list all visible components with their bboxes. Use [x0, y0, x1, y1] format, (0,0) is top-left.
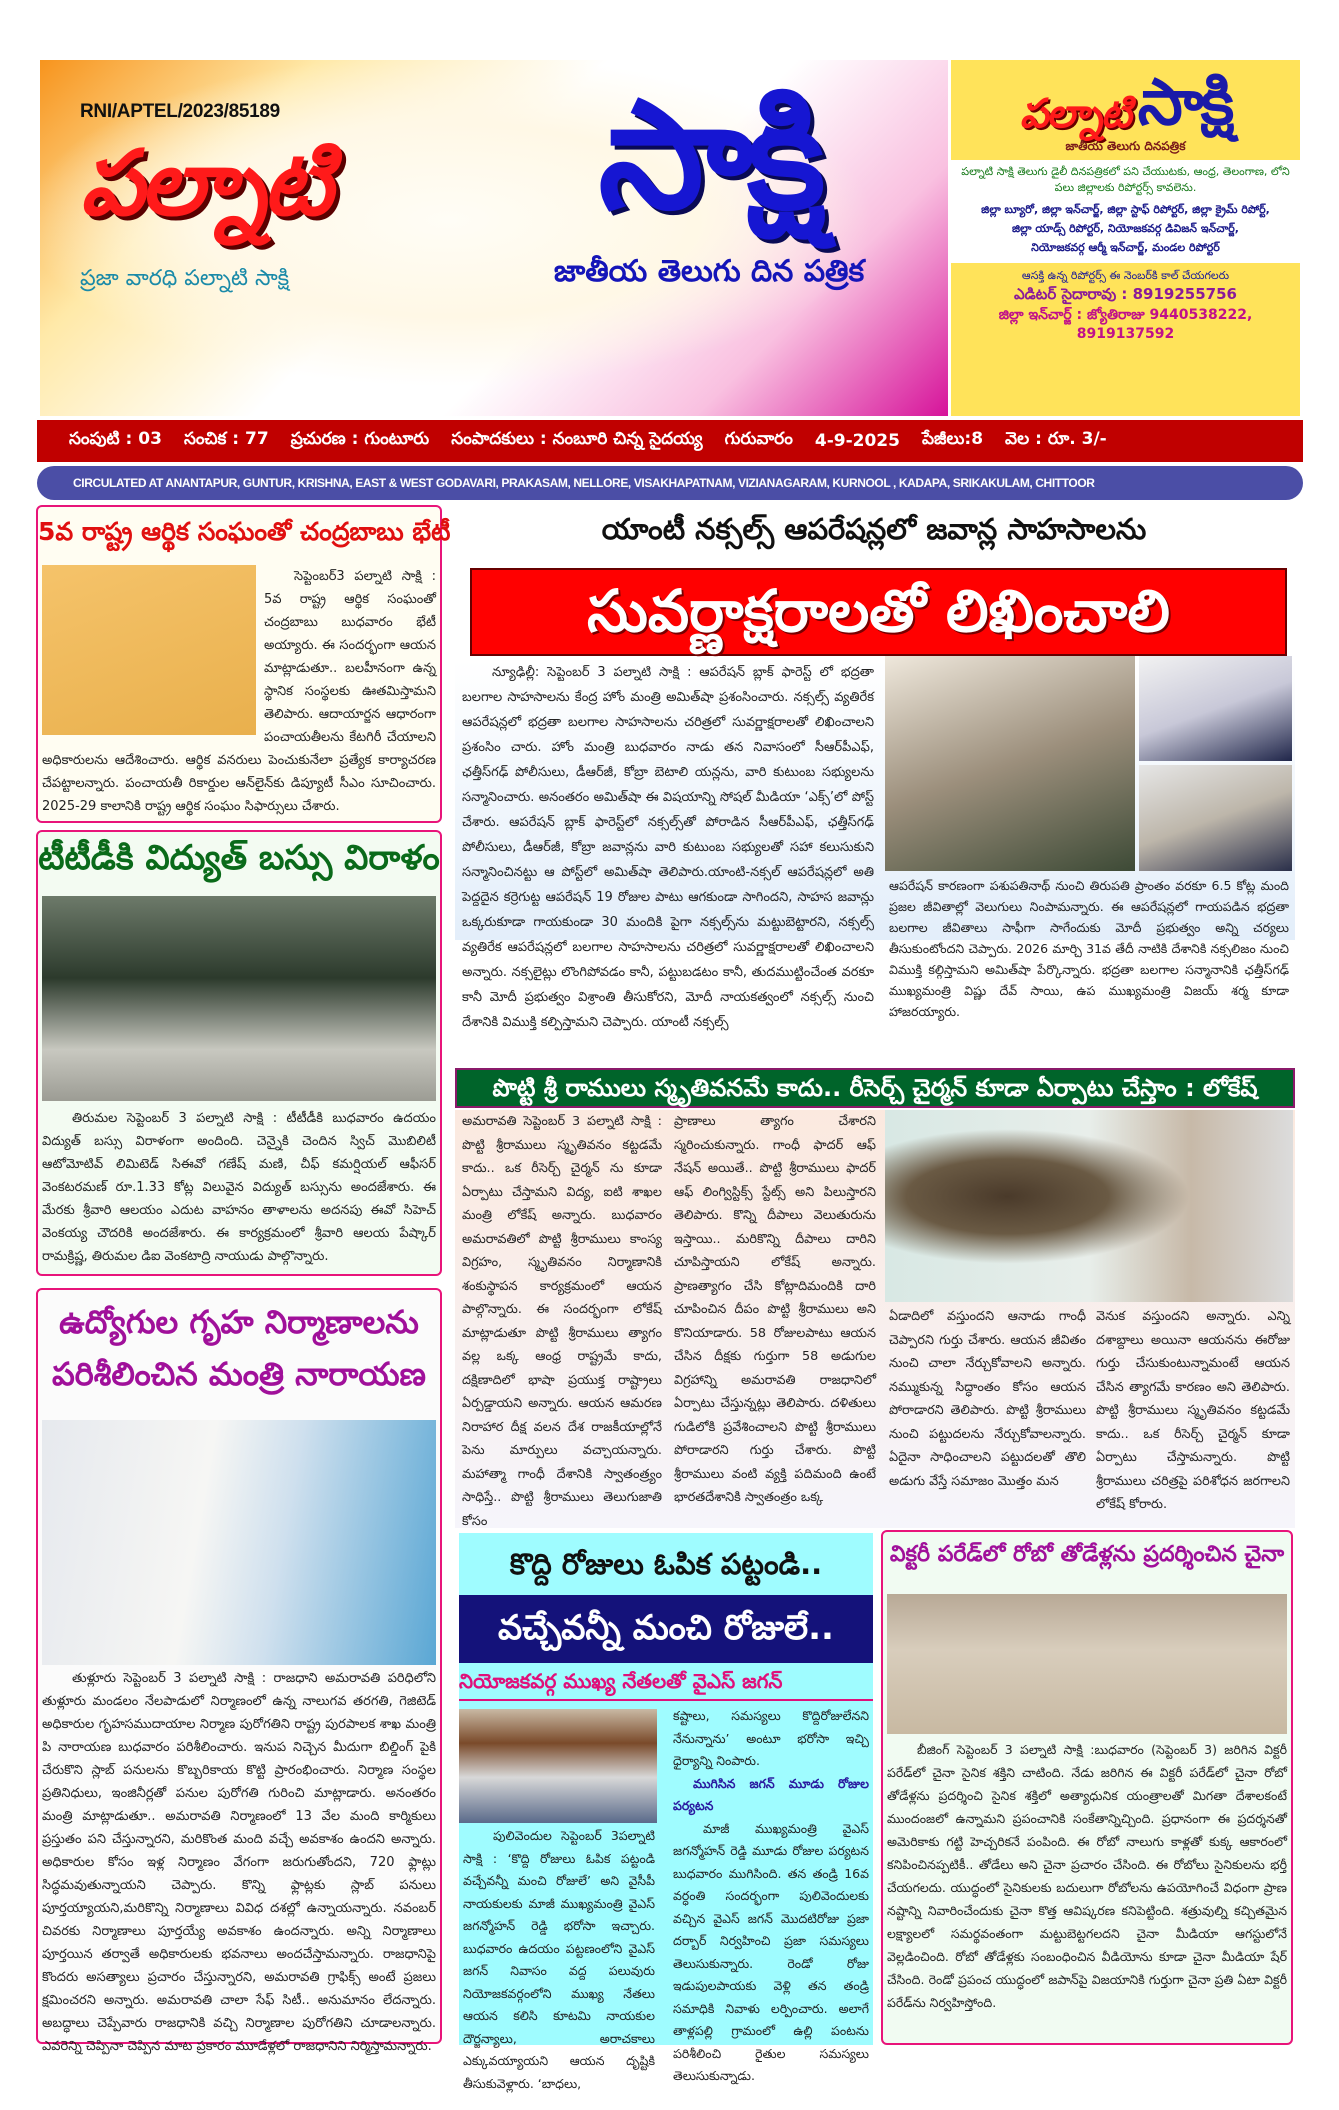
volume: సంపుటి : 03	[69, 429, 162, 449]
jagan-kicker: కొద్ది రోజులు ఓపిక పట్టండి..	[509, 1547, 823, 1581]
potti-col-1	[458, 1110, 666, 1528]
article-body: ఏడాదిలో వస్తుందని ఆనాడు గాంధీ చెప్పారని గుర్తు చేశారు. ఆయన జీవితం నుంచి చాలా నేర్చుకోవాలని అన్నారు. నమ్ముకున్న సిద్ధాంతం కోసం ఆయన పోరాడారని తెలిపారు. పొట్టి శ్రీరాములు నుంచి పట్టుదలను నేర్చుకోవాలన్నారు. ఏదైనా సాధించాలని పట్టుదలతో తొలి అడుగు వేస్తే సమాజం మొత్తం మన	[889, 1309, 1086, 1489]
photo-lokesh-statue	[885, 1110, 1293, 1302]
jagan-col-2	[669, 1705, 873, 2083]
article-body: అమరావతి సెప్టెంబర్ 3 పల్నాటి సాక్షి : పొట్టి శ్రీరాములు స్మృతివనం కట్టడమే కాదు.. ఒక రీసెర్చ్ చైర్మన్ ను కూడా ఏర్పాటు చేస్తామని విద్య, ఐటి శాఖల మంత్రి లోకేష్ అన్నారు. బుధవారం అమరావతిలో పొట్టి శ్రీరాములు కాంస్య విగ్రహం, స్మృతివనం నిర్మాణానికి శంకుస్థాపన కార్యక్రమంలో ఆయన పాల్గొన్నారు. ఈ సందర్భంగా లోకేష్ మాట్లాడుతూ పొట్టి శ్రీరాములు త్యాగం వల్ల ఒక్క ఆంధ్ర రాష్ట్రమే కాదు, దక్షిణాదిలో భాషా ప్రయుక్త రాష్ట్రాలు ఏర్పడ్డాయని అన్నారు. ఆయన ఆమరణ నిరాహార దీక్ష వలన దేశ రాజకీయాల్లోనే పెను మార్పులు వచ్చాయన్నారు. మహాత్మా గాంధీ దేశానికి స్వాతంత్ర్యం సాధిస్తే.. పొట్టి శ్రీరాములు తెలుగుజాతి కోసం	[462, 1114, 662, 1529]
ad-white-band	[951, 160, 1300, 263]
photo-jagan-leaders	[459, 1709, 657, 1823]
headline-line: ఉద్యోగుల గృహ నిర్మాణాలను	[59, 1303, 419, 1341]
potti-col-3	[885, 1305, 1090, 1527]
article-body: ఆపరేషన్ కారణంగా పశుపతినాథ్ నుంచి తిరుపతి ప్రాంతం వరకూ 6.5 కోట్ల మంది ప్రజల జీవితాల్లో వెలుగులు నింపామన్నారు. ఈ ఆపరేషన్లలో గాయపడిన భద్రతా బలగాల జీవితాలు సాఫీగా సాగేందుకు మోదీ ప్రభుత్వం అన్ని చర్యలు తీసుకుంటోందని చెప్పారు. 2026 మార్చి 31వ తేదీ నాటికి దేశానికి నక్సలిజం నుంచి విముక్తి కల్గిస్తామని అమిత్‌షా పేర్కొన్నారు. భద్రతా బలగాల సన్మానానికి ఛత్తీస్‌గఢ్ ముఖ్యమంత్రి విష్ణు దేవ్ సాయి, ఉప ముఖ్యమంత్రి విజయ్ శర్మ కూడా హాజరయ్యారు.	[889, 878, 1289, 1019]
date: 4-9-2025	[814, 431, 900, 451]
ad-contact	[951, 263, 1300, 342]
masthead-left	[40, 60, 470, 416]
article-ttd-electric-bus	[36, 830, 442, 1276]
photo-felicitation-2	[1139, 765, 1292, 871]
headline-line: పరిశీలించిన మంత్రి నారాయణ	[52, 1355, 426, 1393]
headline: టీటీడీకి విద్యుత్ బస్సు విరాళం	[38, 838, 440, 878]
photo-construction-site	[42, 1420, 436, 1665]
article-body: ప్రాణాలు త్యాగం చేశారని స్మరించుకున్నారు. గాంధీ ఫాదర్ ఆఫ్ నేషన్ అయితే.. పొట్టి శ్రీరాములు ఫాదర్ ఆఫ్ లింగ్విస్టిక్స్ స్టేట్స్ అని పిలుస్తారని తెలిపారు. కొన్ని దీపాలు వెలుతురును ఇస్తాయి.. మరికొన్ని దీపాలు దారిని చూపిస్తాయని లోకేష్ అన్నారు. ప్రాణత్యాగం చేసి కోట్లాదిమందికి దారి చూపించిన దీపం పొట్టి శ్రీరాములు అని కొనియాడారు. 58 రోజులపాటు ఆయన చేసిన దీక్షకు గుర్తుగా 58 అడుగుల విగ్రహాన్ని అమరావతి రాజధానిలో ఏర్పాటు చేస్తున్నట్లు తెలిపారు. దళితులు గుడిలోకి ప్రవేశించాలని పొట్టి శ్రీరాములు పోరాడారని గుర్తు చేశారు. పొట్టి శ్రీరాములు వంటి వ్యక్తి పదిమంది ఉంటే భారతదేశానికి స్వాతంత్రం ఒక్క	[674, 1114, 876, 1505]
jagan-inner-subhead: ముగిసిన జగన్ మూడు రోజుల పర్యటన	[673, 1775, 869, 1813]
headline: 5వ రాష్ట్ర ఆర్థిక సంఘంతో చంద్రబాబు భేటీ	[38, 517, 451, 546]
main-headline: సువర్ణాక్షరాలతో లిఖించాలి	[470, 568, 1287, 656]
jagan-subhead: నియోజకవర్గ ముఖ్య నేతలతో వైఎస్ జగన్	[459, 1669, 873, 1701]
ad-role-line: జిల్లా యాడ్స్ రిపోర్టర్, నియోజకవర్గ డివిజన్ ఇన్‌చార్జ్,	[1012, 222, 1239, 236]
article-jagan	[459, 1533, 873, 2091]
article-body: సెప్టెంబర్3 పల్నాటి సాక్షి : 5వ రాష్ట్ర ఆర్థిక సంఘంతో చంద్రబాబు బుధవారం భేటీ అయ్యారు. ఈ సందర్భంగా ఆయన మాట్లాడుతూ.. బలహీనంగా ఉన్న స్థానిక సంస్థలకు ఊతమిస్తామని తెలిపారు. ఆదాయార్జన ఆధారంగా పంచాయతీలను కేటగిరీ చేయాలని అధికారులను ఆదేశించారు. ఆర్థిక వనరులు పెంచుకునేలా ప్రత్యేక కార్యాచరణ చేపట్టాలన్నారు. పంచాయతీ రికార్డుల ఆన్‌లైన్‌కు డిప్యూటీ సీఎం సూచించారు. 2025-29 కాలానికి రాష్ట్ర ఆర్థిక సంఘం సిఫార్సులు చేశారు.	[42, 569, 436, 814]
article-body: పులివెందుల సెప్టెంబర్ 3పల్నాటి సాక్షి : ‘కొద్ది రోజులు ఓపిక పట్టండి వచ్చేవన్నీ మంచి రోజులే’ అని వైసీపీ నాయకులకు మాజీ ముఖ్యమంత్రి వైఎస్ జగన్మోహన్ రెడ్డి భరోసా ఇచ్చారు. బుధవారం ఉదయం పట్టణంలోని వైఎస్ జగన్ నివాసం వద్ద పలువురు నియోజకవర్గంలోని ముఖ్య నేతలు ఆయన కలిసి కూటమి నాయకుల దౌర్జన్యాలు, అరాచకాలు ఎక్కువయ్యాయని ఆయన దృష్టికి తీసుకువెళ్లారు. ‘బాధలు,	[463, 1828, 655, 2091]
logo-palnati: పల్నాటి	[80, 131, 329, 236]
circulation-bar: CIRCULATED AT ANANTAPUR, GUNTUR, KRISHNA, EAST & WEST GODAVARI, PRAKASAM, NELLORE, VISAKHAPATNAM, VIZIANAGARAM, KURNOOL , KADAPA, SRIKAKULAM, CHITTOOR	[37, 466, 1303, 500]
jagan-headline: వచ్చేవన్నీ మంచి రోజులే..	[459, 1595, 873, 1663]
article-body: బీజింగ్ సెప్టెంబర్ 3 పల్నాటి సాక్షి :బుధవారం (సెప్టెంబర్ 3) జరిగిన విక్టరీ పరేడ్‌లో చైనా సైనిక శక్తిని చాటింది. నేడు జరిగిన ఈ విక్టరీ పరేడ్‌లో చైనా రోబో తోడేళ్లను ప్రదర్శించి సైనిక శక్తిలో అత్యాధునిక యంత్రాలతో మిగతా దేశాలకంటే ముందంజలో ఉన్నామని ప్రపంచానికి సంకేతాన్నిచ్చింది. ప్రధానంగా ఈ ప్రదర్శనతో అమెరికాకు గట్టి హెచ్చరికనే పంపింది. ఈ రోబో నాలుగు కాళ్లతో కుక్క ఆకారంలో కనిపించినప్పటికీ.. తోడేలు అని చైనా ప్రచారం చేసింది. ఈ రోబోలు సైనికులను భర్తీ చేయగలదు. యుద్ధంలో సైనికులకు బదులుగా రోబోలను ఉపయోగించే విధంగా ప్రాణ నష్టాన్ని నివారించేందుకు చైనా కొత్త ఆవిష్కరణ కనిపెట్టింది. శత్రువుల్ని కచ్చితమైన లక్ష్యాలలో సమర్థవంతంగా మట్టుబెట్టగలదని చైనా మీడియా ఆగస్టులోనే వెల్లడించింది. రోబో తోడేళ్లకు సంబంధించిన వీడియోను కూడా చైనా మీడియా షేర్ చేసింది. రెండో ప్రపంచ యుద్ధంలో జపాన్‌పై విజయానికి గుర్తుగా చైనా ప్రతి ఏటా విక్టరీ పరేడ్‌ను నిర్వహిస్తోంది.	[887, 1742, 1287, 2010]
main-kicker: యాంటీ నక్సల్స్ ఆపరేషన్లలో జవాన్ల సాహసాలను	[601, 512, 1147, 546]
ad-logo	[951, 60, 1300, 138]
article-china-robot-wolves	[881, 1530, 1293, 2045]
ad-role-line: జిల్లా బ్యూరో, జిల్లా ఇన్‌చార్జ్, జిల్లా స్టాఫ్ రిపోర్టర్, జిల్లా క్రైమ్ రిపోర్ట్,	[981, 203, 1270, 217]
ad-role-line: నియోజకవర్గ ఆర్మీ ఇన్‌చార్జ్, మండల రిపోర్టర్	[1031, 241, 1220, 255]
photo-amit-shah-honor	[885, 656, 1135, 871]
potti-col-4	[1092, 1305, 1294, 1527]
potti-headline: పొట్టి శ్రీ రాములు స్మృతివనమే కాదు.. రీసెర్చ్ చైర్మన్ కూడా ఏర్పాటు చేస్తాం : లోకేష్	[455, 1068, 1295, 1108]
rni-number: RNI/APTEL/2023/85189	[80, 101, 280, 122]
headline	[38, 1290, 440, 1420]
headline: విక్టరీ పరేడ్‌లో రోబో తోడేళ్లను ప్రదర్శించిన చైనా	[889, 1542, 1285, 1567]
ad-logo-sakshi: సాక్షి	[1137, 66, 1232, 140]
article-body: న్యూఢిల్లీ: సెప్టెంబర్ 3 పల్నాటి సాక్షి : ఆపరేషన్ బ్లాక్ ఫారెస్ట్ లో భద్రతా బలగాల సాహసాలను కేంద్ర హోం మంత్రి అమిత్‌షా ప్రశంసించారు. నక్సల్స్ వ్యతిరేక ఆపరేషన్లలో భద్రతా బలగాల సాహసాలను చరిత్రలో సువర్ణాక్షరాలతో లిఖించాలని ప్రశంసిం చారు. హోం మంత్రి బుధవారం నాడు తన నివాసంలో సీఆర్‌పీఎఫ్, ఛత్తీస్‌గఢ్ పోలీసులు, డీఆర్‌జీ, కోబ్రా బెటాలి యన్లను, వారి కుటుంబ సభ్యులను సన్మానించారు. అనంతరం అమిత్‌షా ఈ విషయాన్ని సోషల్ మీడియా ‘ఎక్స్’లో పోస్ట్ చేశారు. ఆపరేషన్ బ్లాక్ ఫారెస్ట్‌లో నక్సల్స్‌తో పోరాడిన సీఆర్‌పీఎఫ్, ఛత్తీస్‌గఢ్ పోలీసులు, డీఆర్‌జీ, కోబ్రా జవాన్లను వారి కుటుంబ సభ్యులతో సహా కలుసుకుని సన్మానించినట్టు ఆ పోస్ట్‌లో అమిత్‌షా తెలిపారు.యాంటి-నక్సల్ ఆపరేషన్లలో అతి పెద్దదైన కర్రెగుట్ట ఆపరేషన్ 19 రోజుల పాటు ఆగకుండా సాగిందని, సాహస జవాన్లు ఒక్కరుకూడా గాయకుండా 30 మందికి పైగా నక్సల్స్‌ను మట్టుబెట్టారని, నక్సల్స్ వ్యతిరేక ఆపరేషన్లలో బలగాల సాహసాలను చరిత్రలో సువర్ణాక్షరాలతో లిఖించాలని అన్నారు. నక్సలైట్లు లొంగిపోవడం కానీ, పట్టుబడటం కానీ, తుదముట్టించేంత వరకూ కానీ మోదీ ప్రభుత్వం విశ్రాంతి తీసుకోరని, మోదీ నాయకత్వంలో నక్సల్స్ నుంచి దేశానికి విముక్తి కల్పిస్తామని చెప్పారు. యాంటీ నక్సల్స్	[462, 665, 874, 1030]
reporters-wanted-ad	[951, 60, 1300, 416]
ad-subtitle: జాతీయ తెలుగు దినపత్రిక	[1065, 139, 1186, 154]
article-finance-commission	[36, 505, 451, 823]
article-housing-inspection	[36, 1288, 442, 2054]
ad-roles	[957, 200, 1294, 257]
logo-sakshi: సాక్షి	[598, 69, 820, 243]
issue: సంచిక : 77	[183, 429, 269, 449]
potti-col-2	[670, 1110, 880, 1528]
masthead	[40, 60, 948, 416]
ad-notice: పల్నాటి సాక్షి తెలుగు డైలీ దినపత్రికలో పని చేయుటకు, ఆంధ్ర, తెలంగాణ, లోని పలు జిల్లాలకు రిపోర్టర్స్ కావలెను.	[961, 165, 1290, 195]
article-body: తిరుమల సెప్టెంబర్ 3 పల్నాటి సాక్షి : టీటీడీకి బుధవారం ఉదయం విద్యుత్ బస్సు విరాళంగా అందింది. చెన్నైకి చెందిన స్విచ్ మొబిలిటీ ఆటోమోటివ్ లిమిటెడ్ సిఈవో గణేష్ మణి, చీఫ్ కమర్షియల్ ఆఫీసర్ వెంకటరమణ్ రూ.1.33 కోట్ల విలువైన విద్యుత్ బస్సును అందజేశారు. ఈ మేరకు శ్రీవారి ఆలయం ఎదుట వాహనం తాళాలను అదనపు ఈవో సిహెచ్ వెంకయ్య చౌదరికి అందజేశారు. ఈ కార్యక్రమంలో శ్రీవారి ఆలయ పేష్కార్ రామక్రిష్ణ, తిరుమల డిఐ వెంకటాద్రి నాయుడు పాల్గొన్నారు.	[42, 1111, 436, 1264]
tagline: ప్రజా వారధి పల్నాటి సాక్షి	[80, 265, 290, 291]
ad-contact-intro: ఆసక్తి ఉన్న రిపోర్టర్స్ ఈ నెంబర్‌కి కాల్ చేయగలరు	[1021, 269, 1230, 283]
article-body: కష్టాలు, సమస్యలు కొద్దిరోజులేనని నేనున్నాను’ అంటూ భరోసా ఇచ్చి ధైర్యాన్ని నింపారు.	[673, 1708, 869, 1768]
weekday: గురువారం	[724, 429, 793, 449]
photo-robot-wolves	[887, 1594, 1287, 1734]
article-body: తుళ్లూరు సెప్టెంబర్ 3 పల్నాటి సాక్షి : రాజధాని అమరావతి పరిధిలోని తుళ్లూరు మండలం నేలపాడులో నిర్మాణంలో ఉన్న నాలుగవ తరగతి, గెజిటెడ్ అధికారుల గృహసముదాయాల నిర్మాణ పురోగతిని రాష్ట్ర పురపాలక శాఖ మంత్రి పి నారాయణ బుధవారం పరిశీలించారు. ఇనుప నిచ్చెన మీదుగా బిల్డింగ్ పైకి చేరుకొని స్లాబ్ పనులను కొబ్బరికాయ కొట్టి ప్రారంభించారు. నిర్మాణ సంస్థల ప్రతినిధులు, ఇంజినీర్లతో పనుల పురోగతి గురించి మాట్లాడారు. అనంతరం మంత్రి మాట్లాడుతూ.. అమరావతి నిర్మాణంలో 13 వేల మంది కార్మికులు ప్రస్తుతం పని చేస్తున్నారని, మరికొంత మంది వచ్చే అవకాశం ఉందని అన్నారు. అధికారుల కోసం ఇళ్ల నిర్మాణం వేగంగా జరుగుతోందని, 720 ఫ్లాట్లు సిద్ధమవుతున్నాయని చెప్పారు. కొన్ని ఫ్లాట్లకు స్లాబ్ పనులు పూర్తయ్యాయని,మరికొన్ని నిర్మాణాలు వివిధ దశల్లో ఉన్నాయన్నారు. నవంబర్ చివరకు నిర్మాణాలు పూర్తయ్యే అవకాశం ఉందన్నారు. అన్ని నిర్మాణాలు పూర్తయిన తర్వాతే అధికారులకు భవనాలు అందచేస్తామన్నారు. రాజధానిపై కొందరు అసత్యాలు ప్రచారం చేస్తున్నారని, అమరావతి గ్రాఫిక్స్ అంటే ప్రజలు క్షమించరని అన్నారు. అమరావతి చాలా సేఫ్ సిటీ.. అనుమానం లేదన్నారు. అబద్ధాలు చెప్పేవారు రాజధానికి వచ్చి నిర్మాణాల పురోగతిని చూడాలన్నారు. ఎవరెన్ని చెప్పినా చెప్పిన మాట ప్రకారం మూడేళ్లలో రాజధానిని నిర్మిస్తామన్నారు.	[42, 1671, 436, 2054]
editor: సంపాదకులు : నంబూరి చిన్న సైదయ్య	[451, 429, 703, 449]
pages: పేజీలు:8	[921, 429, 984, 449]
article-body: మాజీ ముఖ్యమంత్రి వైఎస్ జగన్మోహన్ రెడ్డి మూడు రోజుల పర్యటన బుధవారం ముగిసింది. తన తండ్రి 16వ వర్ధంతి సందర్భంగా పులివెందులకు వచ్చిన వైఎస్ జగన్ మొదటిరోజు ప్రజా దర్బార్ నిర్వహించి ప్రజా సమస్యలు తెలుసుకున్నారు. రెండో రోజు ఇడుపులపాయకు వెళ్లి తన తండ్రి సమాధికి నివాళు లర్పించారు. అలాగే తాళ్లపల్లి గ్రామంలో ఉల్లి పంటను పరిశీలించి రైతుల సమస్యలు తెలుసుకున్నాడు.	[673, 1820, 869, 2083]
article-body: వెనుక వస్తుందని అన్నారు. ఎన్ని దశాబ్దాలు అయినా ఆయనను ఈరోజు గుర్తు చేసుకుంటున్నామంటే ఆయన చేసిన త్యాగమే కారణం అని తెలిపారు. పొట్టి శ్రీరాములు స్మృతివనం కట్టడమే కాదు.. ఒక రీసెర్చ్ చైర్మన్ కూడా ఏర్పాటు చేస్తామన్నారు. పొట్టి శ్రీరాములు చరిత్రపై పరిశోధన జరగాలని లోకేష్ కోరారు.	[1096, 1309, 1290, 1512]
main-story-text-continued	[885, 875, 1293, 1019]
photo-bus-donation	[42, 896, 436, 1101]
photo-chandrababu	[42, 565, 256, 735]
ad-editor-phone: ఎడిటర్ సైదారావు : 8919255756	[1014, 285, 1237, 304]
jagan-col-1	[459, 1825, 659, 2091]
masthead-right	[470, 60, 948, 416]
issue-info-bar	[37, 420, 1303, 462]
photo-felicitation-1	[1139, 656, 1292, 761]
main-story-text	[458, 660, 878, 1030]
price: వెల : రూ. 3/-	[1005, 429, 1107, 449]
ad-logo-palnati: పల్నాటి	[1019, 91, 1130, 138]
masthead-subtitle: జాతీయ తెలుగు దిన పత్రిక	[553, 253, 865, 289]
ad-district-phone: జిల్లా ఇన్‌చార్జ్ : జ్యోతిరాజు 9440538222, 8919137592	[998, 307, 1253, 343]
publication-place: ప్రచురణ : గుంటూరు	[290, 429, 430, 449]
